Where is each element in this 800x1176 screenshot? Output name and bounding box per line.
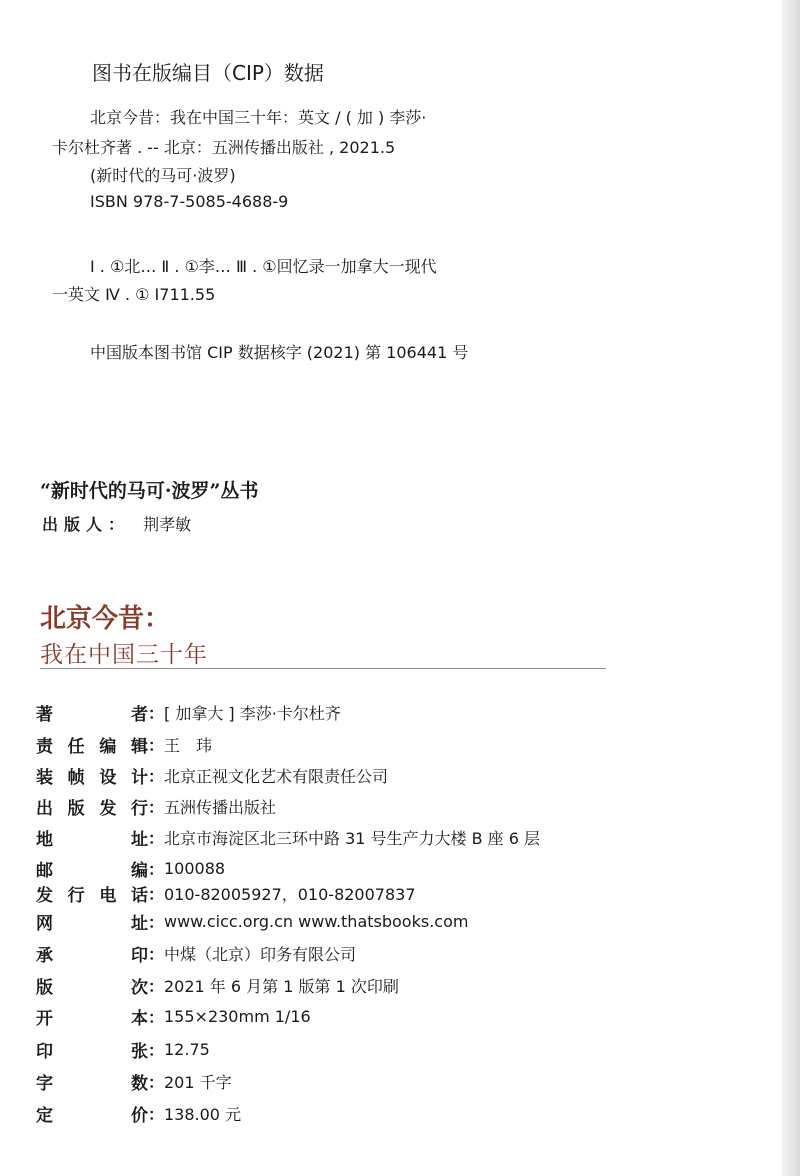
detail-colon: ： [148, 828, 165, 848]
detail-value: [ 加拿大 ] 李莎·卡尔杜齐 [164, 703, 341, 723]
detail-label-char: 辑 [130, 736, 148, 757]
detail-row [36, 791, 276, 821]
detail-value: 北京市海淀区北三环中路 31 号生产力大楼 B 座 6 层 [164, 828, 541, 848]
detail-label-char: 任 [67, 736, 85, 757]
detail-label [36, 794, 148, 819]
detail-row [36, 760, 388, 790]
detail-label-char: 话 [130, 885, 148, 906]
detail-label [36, 941, 148, 966]
detail-value: 北京正视文化艺术有限责任公司 [164, 766, 389, 786]
detail-row [36, 938, 356, 968]
series-title: “新时代的马可·波罗”丛书 [40, 480, 259, 502]
detail-label-char: 发 [99, 798, 117, 819]
detail-value: 010-82005927，010-82007837 [164, 884, 416, 904]
detail-label [36, 763, 148, 788]
detail-label-char: 印 [131, 945, 148, 966]
detail-row [36, 970, 399, 1000]
detail-value: 2021 年 6 月第 1 版第 1 次印刷 [164, 976, 399, 996]
detail-label [36, 973, 148, 998]
detail-colon: ： [148, 703, 165, 723]
detail-label-char: 行 [67, 885, 85, 906]
detail-label [36, 1069, 148, 1094]
detail-colon: ： [148, 766, 165, 786]
cip-line: (新时代的马可·波罗) [90, 166, 236, 185]
detail-label-char: 价 [131, 1105, 148, 1126]
detail-label-char: 著 [36, 704, 53, 725]
cip-heading: 图书在版编目（CIP）数据 [92, 61, 324, 85]
detail-row [36, 878, 416, 908]
detail-label [36, 881, 148, 906]
detail-label-char: 承 [36, 945, 53, 966]
detail-label-char: 者 [131, 704, 148, 725]
detail-row [36, 822, 540, 852]
detail-colon: ： [148, 1040, 165, 1060]
detail-label-char: 行 [130, 798, 148, 819]
detail-label-char: 址 [131, 829, 148, 850]
detail-label-char: 出 [36, 798, 53, 819]
detail-label [36, 1101, 148, 1126]
detail-label-char: 邮 [36, 860, 53, 881]
cip-isbn: ISBN 978-7-5085-4688-9 [90, 192, 289, 211]
detail-label-char: 印 [36, 1041, 53, 1062]
detail-label-char: 址 [131, 913, 148, 934]
publisher-line [42, 512, 191, 535]
detail-label-char: 编 [131, 860, 148, 881]
detail-colon: ： [148, 1007, 165, 1027]
detail-label-char: 设 [99, 767, 117, 788]
detail-label-char: 版 [67, 798, 85, 819]
cip-registration: 中国版本图书馆 CIP 数据核字 (2021) 第 106441 号 [90, 343, 469, 362]
detail-label-char: 本 [131, 1008, 148, 1029]
publisher-name: 荆孝敏 [143, 515, 192, 534]
detail-label [36, 700, 148, 725]
detail-colon: ： [148, 912, 165, 932]
detail-colon: ： [148, 859, 165, 879]
cip-line: 一英文 Ⅳ . ① I711.55 [52, 285, 216, 304]
detail-value: 138.00 元 [164, 1104, 242, 1124]
detail-label-char: 字 [36, 1073, 53, 1094]
detail-colon: ： [148, 884, 165, 904]
detail-row [36, 1098, 241, 1128]
cip-line: 北京今昔：我在中国三十年：英文 / ( 加 ) 李莎· [90, 108, 427, 127]
detail-row [36, 697, 341, 727]
detail-value: 100088 [164, 858, 226, 878]
detail-label-char: 数 [131, 1073, 148, 1094]
detail-label [36, 909, 148, 934]
publisher-label: 出版人： [42, 515, 131, 534]
detail-colon: ： [148, 1104, 165, 1124]
detail-label-char: 地 [36, 829, 53, 850]
detail-value: 155×230mm 1/16 [164, 1006, 311, 1026]
page-edge-shadow [782, 0, 800, 1176]
detail-label-char: 帧 [67, 767, 85, 788]
detail-label [36, 1004, 148, 1029]
detail-value: www.cicc.org.cn www.thatsbooks.com [164, 911, 469, 931]
detail-label-char: 装 [36, 767, 53, 788]
detail-colon: ： [148, 944, 165, 964]
detail-label [36, 1037, 148, 1062]
detail-row [36, 1001, 311, 1031]
detail-label-char: 次 [131, 977, 148, 998]
cip-line: Ⅰ . ①北… Ⅱ . ①李… Ⅲ . ①回忆录一加拿大一现代 [90, 257, 437, 276]
detail-label-char: 开 [36, 1008, 53, 1029]
detail-label-char: 版 [36, 977, 53, 998]
detail-value: 201 千字 [164, 1072, 232, 1092]
detail-colon: ： [148, 1072, 165, 1092]
detail-label-char: 发 [36, 885, 53, 906]
detail-label [36, 732, 148, 757]
detail-label [36, 825, 148, 850]
detail-row [36, 1066, 232, 1096]
detail-label-char: 定 [36, 1105, 53, 1126]
title-divider [40, 668, 606, 669]
detail-row [36, 729, 212, 759]
detail-value: 王 玮 [164, 735, 213, 755]
detail-label [36, 856, 148, 881]
detail-label-char: 张 [131, 1041, 148, 1062]
detail-label-char: 责 [36, 736, 53, 757]
detail-row [36, 1034, 210, 1064]
detail-colon: ： [148, 735, 165, 755]
detail-label-char: 编 [99, 736, 117, 757]
detail-label-char: 网 [36, 913, 53, 934]
cip-line: 卡尔杜齐著 . -- 北京：五洲传播出版社 , 2021.5 [52, 138, 396, 157]
detail-label-char: 计 [130, 767, 148, 788]
detail-label-char: 电 [99, 885, 117, 906]
detail-colon: ： [148, 797, 165, 817]
book-title: 北京今昔： [40, 604, 171, 634]
detail-value: 中煤（北京）印务有限公司 [164, 944, 357, 964]
detail-colon: ： [148, 976, 165, 996]
detail-row [36, 906, 468, 936]
detail-value: 五洲传播出版社 [164, 797, 277, 817]
detail-value: 12.75 [164, 1039, 210, 1059]
book-subtitle: 我在中国三十年 [40, 642, 208, 668]
